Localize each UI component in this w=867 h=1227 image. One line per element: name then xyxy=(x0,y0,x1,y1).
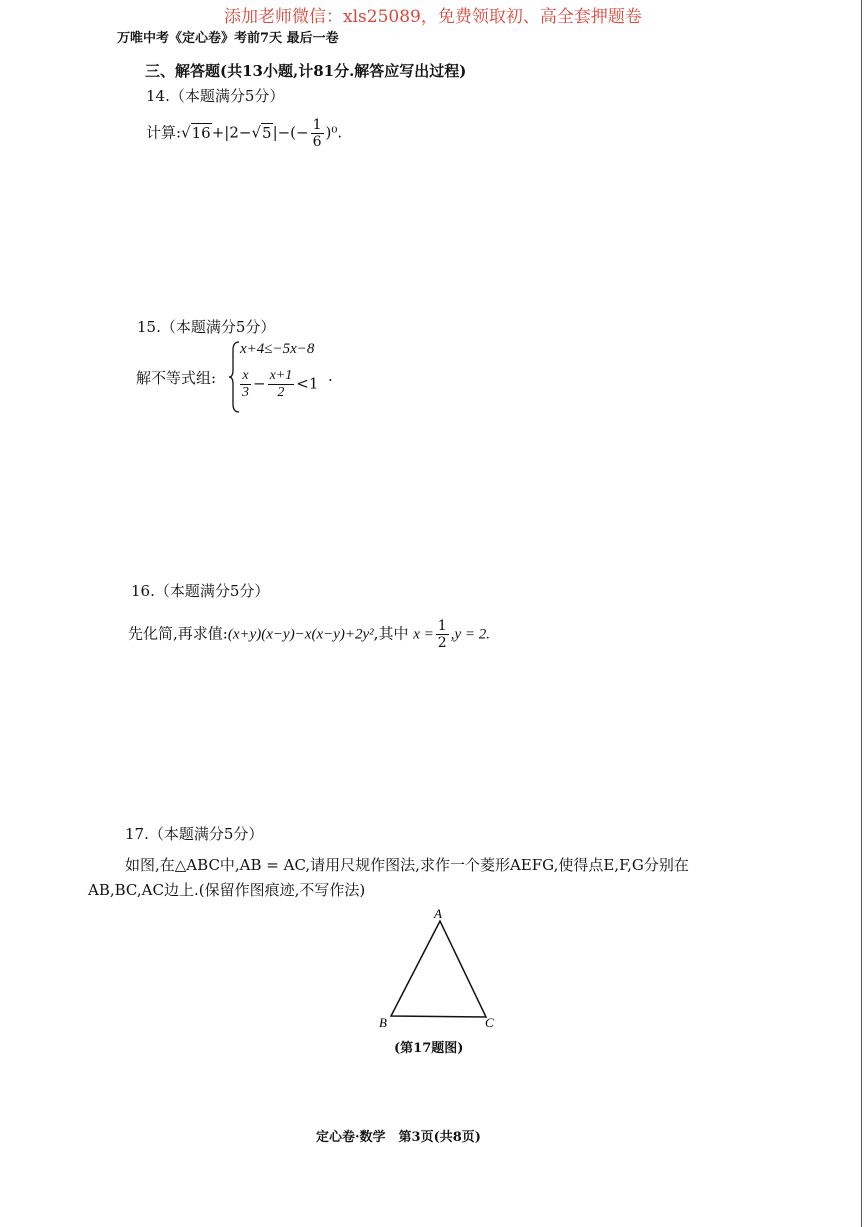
q17-caption: (第17题图) xyxy=(394,1041,464,1056)
q17-label: 17.（本题满分5分） xyxy=(125,825,264,843)
q15-frac2 xyxy=(268,368,295,401)
vertex-c-label: C xyxy=(485,1015,494,1030)
q14-label: 14.（本题满分5分） xyxy=(146,87,285,105)
q15-period: . xyxy=(328,367,333,385)
q16-prefix: 先化简,再求值: xyxy=(128,624,228,643)
q16-frac-den: 2 xyxy=(437,635,447,651)
q14-sqrt-symbol: √ xyxy=(181,123,191,142)
q14-expression xyxy=(146,117,342,150)
q16-where: ,其中 xyxy=(373,624,409,643)
q14-prefix: 计算: xyxy=(146,123,182,142)
page-header: 万唯中考《定心卷》考前7天 最后一卷 xyxy=(117,31,339,46)
q15-line1: x+4≤−5x−8 xyxy=(240,341,315,357)
q16-x-eq: x = xyxy=(413,626,434,643)
vertex-b-label: B xyxy=(379,1015,387,1030)
q15-lt: <1 xyxy=(296,374,319,393)
q16-expression xyxy=(128,618,490,651)
q16-y-part: ,y = 2. xyxy=(450,626,490,643)
q15-label: 15.（本题满分5分） xyxy=(137,318,276,336)
q15-frac1 xyxy=(240,368,251,401)
q16-expr: (x+y)(x−y)−x(x−y)+2y² xyxy=(227,626,374,643)
q15-minus: − xyxy=(253,374,266,393)
q14-sqrt-5: 5 xyxy=(262,123,272,142)
q17-line2: AB,BC,AC边上.(保留作图痕迹,不写作法) xyxy=(88,881,366,899)
q15-line2 xyxy=(238,368,318,401)
q14-sqrt-symbol-2: √ xyxy=(251,123,262,142)
page-footer: 定心卷·数学 第3页(共8页) xyxy=(316,1130,481,1145)
vertex-a-label: A xyxy=(434,906,442,921)
page-edge-line xyxy=(861,0,862,1227)
q16-label: 16.（本题满分5分） xyxy=(131,582,270,600)
q16-fraction xyxy=(436,618,449,651)
q14-tail: )⁰. xyxy=(325,123,343,142)
watermark-text: 添加老师微信：xls25089，免费领取初、高全套押题卷 xyxy=(224,7,642,27)
q16-frac-num: 1 xyxy=(437,618,447,634)
q15-prefix: 解不等式组: xyxy=(136,369,217,387)
triangle-abc xyxy=(391,921,486,1017)
q15-frac1-num: x xyxy=(242,368,249,383)
q14-fraction xyxy=(311,117,324,150)
q15-frac2-num: x+1 xyxy=(269,368,293,383)
section-title: 三、解答题(共13小题,计81分.解答应写出过程) xyxy=(145,62,467,80)
q14-abs-close: |−(− xyxy=(272,123,309,142)
q14-sqrt-16: 16 xyxy=(191,123,211,142)
q14-abs-open: +|2− xyxy=(211,123,252,142)
q17-triangle-figure xyxy=(370,900,510,1035)
q14-frac-den: 6 xyxy=(312,134,322,150)
q17-line1: 如图,在△ABC中,AB = AC,请用尺规作图法,求作一个菱形AEFG,使得点E,F,G分别在 xyxy=(125,856,689,874)
q15-frac1-den: 3 xyxy=(242,385,249,400)
q14-frac-num: 1 xyxy=(312,117,322,133)
q15-frac2-den: 2 xyxy=(268,384,295,401)
